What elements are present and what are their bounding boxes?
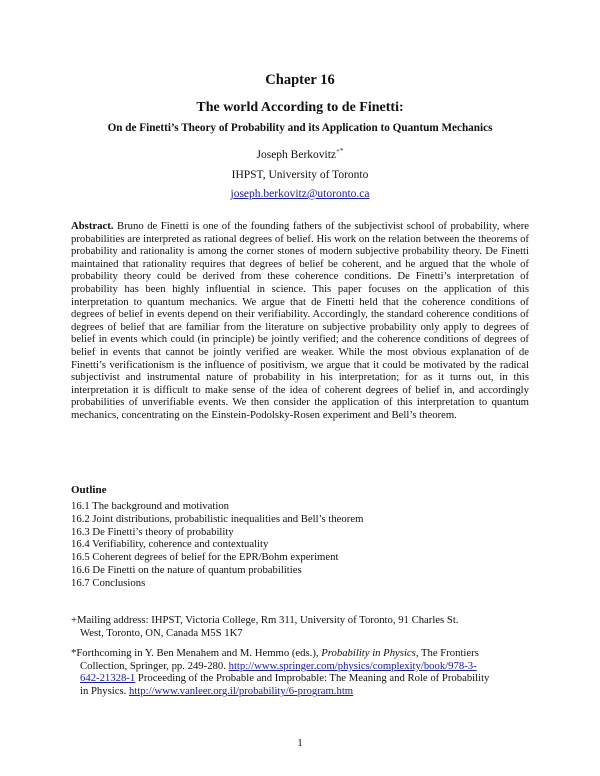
outline-list (71, 500, 529, 590)
forthcoming-line-4 (71, 685, 533, 698)
email-line (0, 188, 600, 200)
paper-title: The world According to de Finetti: (196, 100, 404, 115)
outline-item: 16.7 Conclusions (71, 576, 146, 589)
forthcoming-line-1 (71, 647, 533, 660)
affiliation: IHPST, University of Toronto (231, 169, 369, 181)
author-line (0, 147, 600, 161)
outline-item: 16.5 Coherent degrees of belief for the EPR/Bohm experiment (71, 551, 339, 564)
forthcoming-line-2 (71, 660, 533, 673)
page-number: 1 (297, 737, 303, 749)
outline-heading: Outline (71, 484, 107, 496)
author-name: Joseph Berkovitz (256, 148, 337, 161)
forthcoming-after-book: , The Frontiers (415, 647, 479, 659)
abstract (71, 220, 529, 422)
email-link[interactable]: joseph.berkovitz@utoronto.ca (230, 188, 370, 200)
outline-item: 16.6 De Finetti on the nature of quantum probabilities (71, 563, 302, 576)
forthcoming-prefix: *Forthcoming in Y. Ben Menahem and M. Hemmo (eds.), (71, 647, 322, 659)
forthcoming-line-3 (71, 672, 533, 685)
outline-item: 16.2 Joint distributions, probabilistic inequalities and Bell’s theorem (71, 512, 364, 525)
abstract-label: Abstract. (71, 220, 114, 232)
mailing-line-2: West, Toronto, ON, Canada M5S 1K7 (80, 627, 243, 640)
vanleer-link[interactable]: http://www.vanleer.org.il/probability/6-program.htm (129, 685, 354, 698)
book-title: Probability in Physics (321, 647, 416, 659)
outline-item: 16.3 De Finetti’s theory of probability (71, 525, 234, 538)
springer-link-part-1[interactable]: http://www.springer.com/physics/complexity/book/978-3- (228, 659, 477, 672)
forthcoming-in-physics: in Physics. (80, 685, 129, 698)
chapter-heading: Chapter 16 (265, 72, 335, 88)
forthcoming-proceeding: Proceeding of the Probable and Improbable: The Meaning and Role of Probability (135, 672, 490, 685)
outline-item: 16.4 Verifiability, coherence and contextuality (71, 538, 269, 551)
mailing-address-footnote (71, 614, 531, 641)
paper-subtitle: On de Finetti’s Theory of Probability and its Application to Quantum Mechanics (107, 122, 493, 134)
springer-link-part-2[interactable]: 642-21328-1 (80, 672, 136, 685)
outline-item: 16.1 The background and motivation (71, 500, 230, 512)
author-footnote-marks: +* (336, 147, 344, 155)
forthcoming-collection: Collection, Springer, pp. 249-280. (80, 659, 229, 672)
forthcoming-footnote (71, 647, 533, 698)
abstract-text: Bruno de Finetti is one of the founding fathers of the subjectivist school of probability, where probabilities are interpreted as rational degrees of belief. His work on the relation between the theorems of probability and rationality is among the corner stones of modern subjective probability theory. De Finetti maintained that rationality requires that degrees of belief be coherent, and he argued that the whole of probability theory could be derived from these coherence conditions. De Finetti’s interpretation of probability has been highly influential in science. This paper focuses on the application of this interpretation to quantum mechanics. We argue that de Finetti held that the coherence conditions of degrees of belief in events depend on their verifiability. Accordingly, the standard coherence conditions of degrees of belief that are familiar from the literature on subjective probability only apply to degrees of belief in events which could (in principle) be jointly verified; and the coherence conditions of degrees of belief in events that cannot be jointly verified are weaker. While the most obvious explanation of de Finetti’s verificationism is the influence of positivism, we argue that it could be motivated by the radical subjectivist and instrumental nature of probability in his interpretation; for as it turns out, in this interpretation it is difficult to make sense of the idea of coherent degrees of belief in, and accordingly probabilities of unverifiable events. We then consider the application of this interpretation to quantum mechanics, concentrating on the Einstein-Podolsky-Rosen experiment and Bell’s theorem. (71, 220, 529, 421)
mailing-line-1: +Mailing address: IHPST, Victoria College, Rm 311, University of Toronto, 91 Charles St. (71, 614, 459, 626)
